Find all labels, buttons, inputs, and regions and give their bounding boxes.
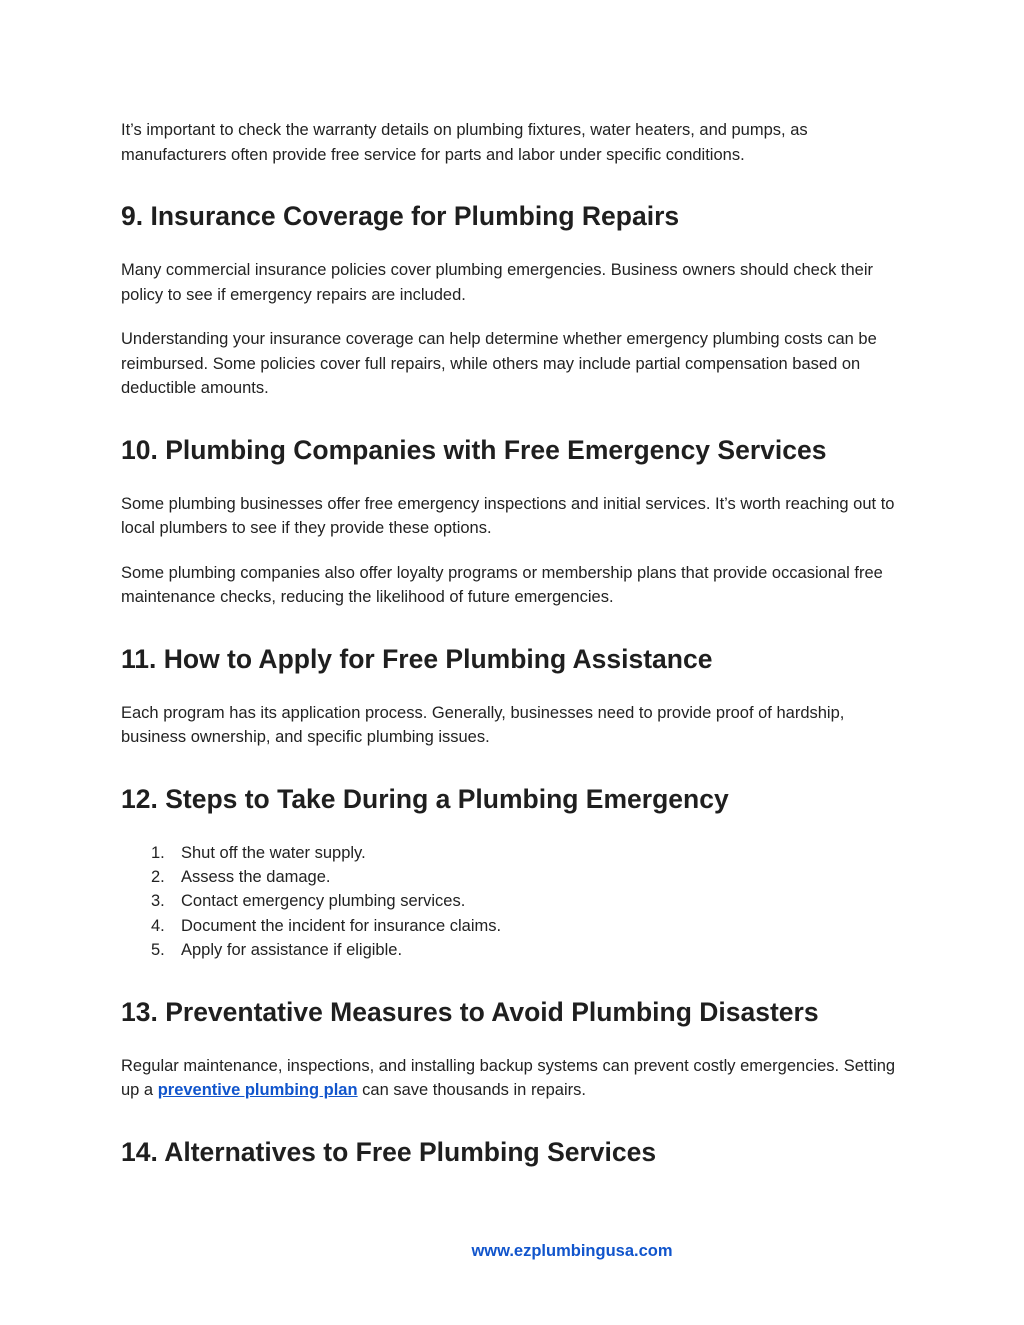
list-item	[121, 914, 911, 938]
list-item-text: Shut off the water supply.	[181, 843, 366, 862]
insurance-paragraph-2: Understanding your insurance coverage can help determine whether emergency plumbing costs can be reimbursed. Some policies cover full repairs, while others may include partial compensation based on deductible amounts.	[121, 330, 877, 397]
heading-alternatives: 14. Alternatives to Free Plumbing Services	[121, 1136, 657, 1167]
list-item-number: 2.	[151, 867, 165, 886]
list-item-number: 1.	[151, 843, 165, 862]
preventative-text-after: can save thousands in repairs.	[357, 1081, 586, 1100]
list-item	[121, 889, 911, 913]
list-item	[121, 865, 911, 889]
heading-emergency-steps: 12. Steps to Take During a Plumbing Emergency	[121, 783, 729, 814]
list-item	[121, 938, 911, 962]
list-item-number: 4.	[151, 916, 165, 935]
insurance-paragraph-1: Many commercial insurance policies cover plumbing emergencies. Business owners should check their policy to see if emergency repairs are included.	[121, 261, 874, 304]
preventative-text-before: Regular maintenance, inspections, and installing backup systems can prevent costly emergencies. Setting up a	[121, 1056, 896, 1100]
heading-free-emergency-services: 10. Plumbing Companies with Free Emergency Services	[121, 434, 827, 465]
preventative-paragraph	[121, 1054, 911, 1103]
apply-paragraph: Each program has its application process. Generally, businesses need to provide proof of hardship, business ownership, and specific plumbing issues.	[121, 703, 845, 746]
list-item-text: Document the incident for insurance claims.	[181, 916, 502, 935]
footer-website-url[interactable]: www.ezplumbingusa.com	[471, 1242, 673, 1260]
document-page	[121, 118, 911, 1169]
intro-paragraph: It’s important to check the warranty details on plumbing fixtures, water heaters, and pumps, as manufacturers often provide free service for parts and labor under specific conditions.	[121, 121, 808, 164]
list-item-text: Assess the damage.	[181, 867, 331, 886]
companies-paragraph-2: Some plumbing companies also offer loyalty programs or membership plans that provide occasional free maintenance checks, reducing the likelihood of future emergencies.	[121, 563, 883, 606]
companies-paragraph-1: Some plumbing businesses offer free emergency inspections and initial services. It’s worth reaching out to local plumbers to see if they provide these options.	[121, 494, 895, 537]
list-item-text: Apply for assistance if eligible.	[181, 941, 403, 960]
heading-preventative-measures: 13. Preventative Measures to Avoid Plumbing Disasters	[121, 996, 819, 1027]
preventive-plumbing-plan-link[interactable]: preventive plumbing plan	[157, 1081, 358, 1100]
list-item	[121, 841, 911, 865]
list-item-number: 3.	[151, 892, 165, 911]
list-item-number: 5.	[151, 941, 165, 960]
heading-apply-assistance: 11. How to Apply for Free Plumbing Assistance	[121, 643, 713, 674]
list-item-text: Contact emergency plumbing services.	[181, 892, 466, 911]
emergency-steps-list	[121, 841, 911, 963]
heading-insurance-coverage: 9. Insurance Coverage for Plumbing Repairs	[121, 201, 680, 231]
